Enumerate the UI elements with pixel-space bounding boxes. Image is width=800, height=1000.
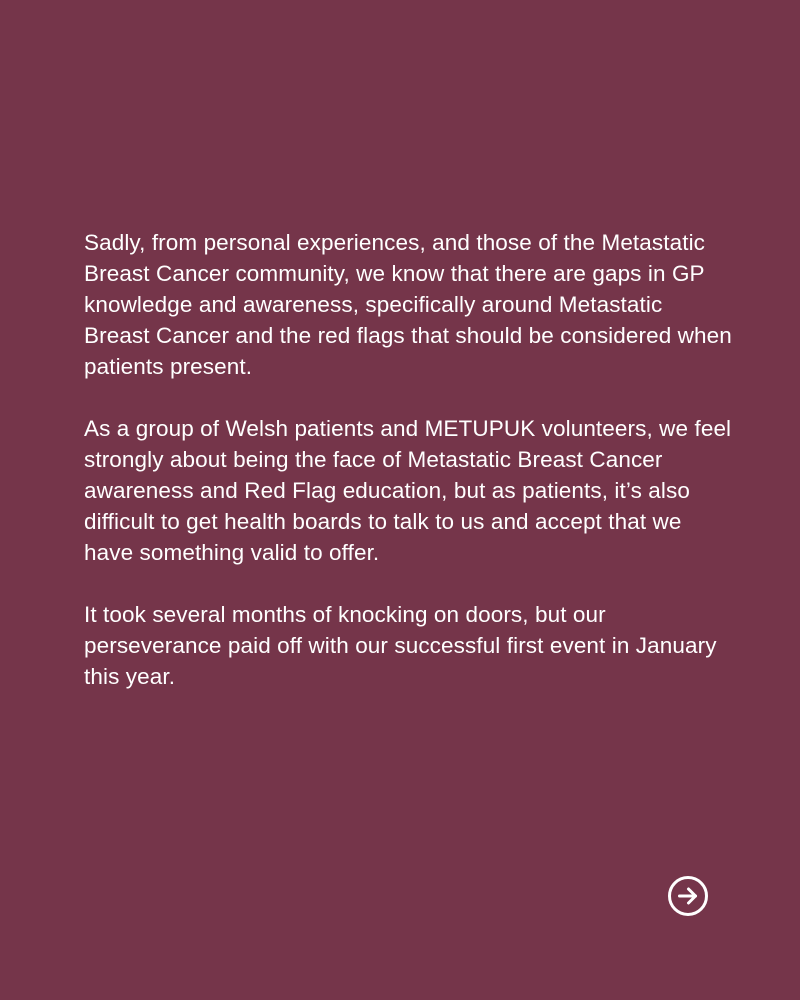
arrow-right-circle-icon: [666, 874, 710, 918]
paragraph-2: As a group of Welsh patients and METUPUK volunteers, we feel strongly about being the face of Metastatic Breast Cancer awareness and Red Flag education, but as patients, it’s also difficult to get health boards to talk to us and accept that we have something valid to offer.: [84, 416, 732, 565]
paragraph-1: Sadly, from personal experiences, and those of the Metastatic Breast Cancer community, we know that there are gaps in GP knowledge and awareness, specifically around Metastatic Breast Cancer and the red flags that should be considered when patients present.: [84, 230, 732, 379]
next-slide-button[interactable]: [666, 874, 710, 918]
text-content: [84, 227, 734, 692]
paragraph-3: It took several months of knocking on doors, but our perseverance paid off with our successful first event in January this year.: [84, 602, 717, 689]
